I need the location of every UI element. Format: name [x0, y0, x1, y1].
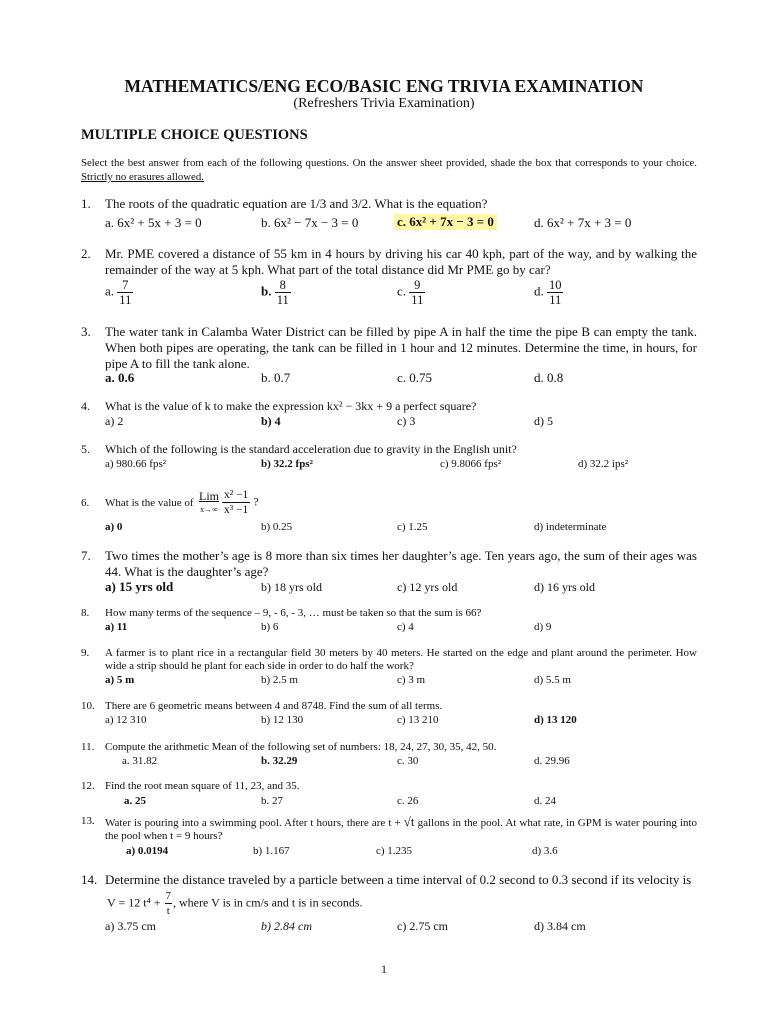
instructions	[81, 156, 697, 184]
option-c[interactable]	[397, 278, 425, 307]
option-a[interactable]: a) 11	[105, 621, 128, 633]
question-stem: The water tank in Calamba Water District can be filled by pipe A in half the time the pipe B can empty the tank. When both pipes are operating, the tank can be filled in 1 hour and 12 minutes. Determine the time, in hours, for pipe A to fill the tank alone.	[105, 324, 697, 371]
option-c[interactable]: c) 1.25	[397, 521, 428, 533]
option-d[interactable]: d) 32.2 ips²	[578, 458, 629, 470]
question-number: 13.	[81, 815, 95, 827]
fraction: $\frac{9}{11}$	[411, 278, 424, 307]
option-b[interactable]: b. 32.29	[261, 755, 298, 767]
fraction: $\frac{7}{11}$	[119, 278, 132, 307]
option-d[interactable]: d. 29.96	[534, 755, 570, 767]
option-c[interactable]: c. 26	[397, 795, 419, 807]
option-b[interactable]: b. 0.7	[261, 370, 291, 385]
question-stem: A farmer is to plant rice in a rectangular field 30 meters by 40 meters. He started on the edge and plant around the perimeter. How wide a strip should he plant for each side in order to do half the work?	[105, 647, 697, 672]
option-b[interactable]: b. 27	[261, 795, 283, 807]
option-a[interactable]: a) 12 310	[105, 714, 147, 726]
option-a[interactable]: a) 0	[105, 521, 123, 533]
exam-subtitle: (Refreshers Trivia Examination)	[293, 96, 475, 111]
question-stem	[105, 815, 697, 843]
question-stem: Mr. PME covered a distance of 55 km in 4 hours by driving his car 40 kph, part of the way, and by walking the remainder of the way at 5 kph. What part of the total distance did Mr PME go by car?	[105, 246, 697, 277]
limit-expression: Lim x→∞ $\frac{\text{x² −1}}{\text{x³ −1}}$ ?	[199, 488, 259, 516]
question-number: 7.	[81, 548, 91, 563]
option-b[interactable]	[261, 278, 291, 307]
radical-t: √t	[403, 814, 415, 829]
question-stem: Two times the mother’s age is 8 more than six times her daughter’s age. Ten years ago, the sum of their ages was 44. What is the daughter’s age?	[105, 548, 697, 579]
option-b[interactable]: b) 6	[261, 621, 279, 633]
question-number: 3.	[81, 324, 91, 339]
question-stem: The roots of the quadratic equation are 1/3 and 3/2. What is the equation?	[105, 196, 488, 211]
option-d[interactable]: d) 5.5 m	[534, 674, 571, 686]
option-a[interactable]: a) 5 m	[105, 674, 135, 686]
option-c[interactable]: c. 30	[397, 755, 419, 767]
question-number: 4.	[81, 399, 90, 413]
question-number: 11.	[81, 741, 95, 753]
fraction: $\frac{10}{11}$	[549, 278, 562, 307]
option-letter: d.	[534, 283, 544, 299]
question-stem: Find the root mean square of 11, 23, and 35.	[105, 780, 300, 792]
option-d[interactable]: d) 9	[534, 621, 552, 633]
option-a[interactable]: a) 0.0194	[126, 845, 169, 857]
option-b[interactable]: b) 32.2 fps²	[261, 458, 313, 470]
question-number: 10.	[81, 700, 95, 712]
option-b[interactable]: b) 1.167	[253, 845, 290, 857]
question-number: 8.	[81, 607, 90, 619]
option-d[interactable]: d. 0.8	[534, 370, 564, 385]
option-c[interactable]: c) 3 m	[397, 674, 426, 686]
option-a[interactable]: a) 2	[105, 414, 124, 428]
option-b[interactable]: b. 6x² − 7x − 3 = 0	[261, 215, 359, 230]
option-c[interactable]: c. 0.75	[397, 370, 433, 385]
option-c[interactable]: c) 1.235	[376, 845, 413, 857]
velocity-formula: V = 12 t⁴ + $\frac{7}{t}$ , where V is in cm/s and t is in seconds.	[107, 890, 363, 917]
option-b[interactable]: b) 18 yrs old	[261, 580, 322, 594]
option-c[interactable]: c) 12 yrs old	[397, 580, 458, 594]
option-c[interactable]: c) 4	[397, 621, 414, 633]
exam-title: MATHEMATICS/ENG ECO/BASIC ENG TRIVIA EXAMINATION	[124, 76, 644, 96]
question-stem: What is the value of k to make the expression kx² − 3kx + 9 a perfect square?	[105, 399, 477, 413]
question-stem: How many terms of the sequence – 9, - 6, - 3, … must be taken so that the sum is 66?	[105, 607, 482, 619]
instructions-emphasis: Strictly no erasures allowed.	[81, 171, 204, 183]
question-stem: Which of the following is the standard acceleration due to gravity in the English unit?	[105, 442, 517, 456]
option-a[interactable]: a) 15 yrs old	[105, 579, 174, 594]
option-c[interactable]: c. 6x² + 7x − 3 = 0	[394, 214, 497, 230]
page-number: 1	[381, 962, 387, 976]
question-number: 9.	[81, 647, 90, 659]
option-d[interactable]: d) 13 120	[534, 714, 577, 726]
option-b[interactable]: b) 4	[261, 414, 281, 428]
option-a[interactable]: a. 25	[124, 795, 146, 807]
option-c[interactable]: c) 3	[397, 414, 416, 428]
question-number: 6.	[81, 497, 90, 509]
option-c[interactable]: c) 13 210	[397, 714, 439, 726]
option-d[interactable]: d) 3.84 cm	[534, 919, 586, 933]
option-b[interactable]: b) 2.5 m	[261, 674, 298, 686]
question-stem: There are 6 geometric means between 4 and 8748. Find the sum of all terms.	[105, 700, 443, 712]
option-letter: b.	[261, 283, 272, 299]
option-c[interactable]: c) 2.75 cm	[397, 919, 448, 933]
section-heading: MULTIPLE CHOICE QUESTIONS	[81, 127, 308, 143]
option-d[interactable]: d) 3.6	[532, 845, 558, 857]
option-a[interactable]: a. 0.6	[105, 370, 135, 385]
question-number: 2.	[81, 246, 91, 261]
option-d[interactable]: d. 6x² + 7x + 3 = 0	[534, 215, 632, 230]
option-d[interactable]	[534, 278, 564, 307]
instructions-text: Select the best answer from each of the following questions. On the answer sheet provided, shade the box that corresponds to your choice.	[81, 157, 697, 169]
option-d[interactable]: d. 24	[534, 795, 556, 807]
option-b[interactable]: b) 2.84 cm	[261, 919, 312, 933]
option-d[interactable]: d) 16 yrs old	[534, 580, 595, 594]
stem-part-1: Water is pouring into a swimming pool. After t hours, there are t +	[105, 817, 401, 829]
fraction: $\frac{8}{11}$	[276, 278, 289, 307]
option-b[interactable]: b) 0.25	[261, 521, 293, 533]
option-c[interactable]: c) 9.8066 fps²	[440, 458, 502, 470]
option-a[interactable]: a) 980.66 fps²	[105, 458, 167, 470]
question-number: 14.	[81, 872, 98, 887]
question-number: 12.	[81, 780, 95, 792]
question-stem: What is the value of	[105, 497, 194, 509]
option-letter: a.	[105, 283, 115, 299]
question-number: 1.	[81, 196, 91, 211]
option-d[interactable]: d) indeterminate	[534, 521, 607, 533]
option-d[interactable]: d) 5	[534, 414, 553, 428]
question-stem: Determine the distance traveled by a particle between a time interval of 0.2 second to 0.3 second if its velocity is	[105, 872, 692, 887]
option-a[interactable]: a. 31.82	[122, 755, 158, 767]
stem-part-2: gallons in the pool. At what rate, in GPM is water pouring into the pool when t = 9 hours?	[105, 817, 698, 842]
question-stem: Compute the arithmetic Mean of the following set of numbers: 18, 24, 27, 30, 35, 42, 50.	[105, 741, 497, 753]
option-a[interactable]	[105, 278, 133, 307]
option-a[interactable]: a) 3.75 cm	[105, 919, 156, 933]
question-number: 5.	[81, 442, 90, 456]
option-letter: c.	[397, 283, 407, 299]
option-b[interactable]: b) 12 130	[261, 714, 304, 726]
option-a[interactable]: a. 6x² + 5x + 3 = 0	[105, 215, 202, 230]
